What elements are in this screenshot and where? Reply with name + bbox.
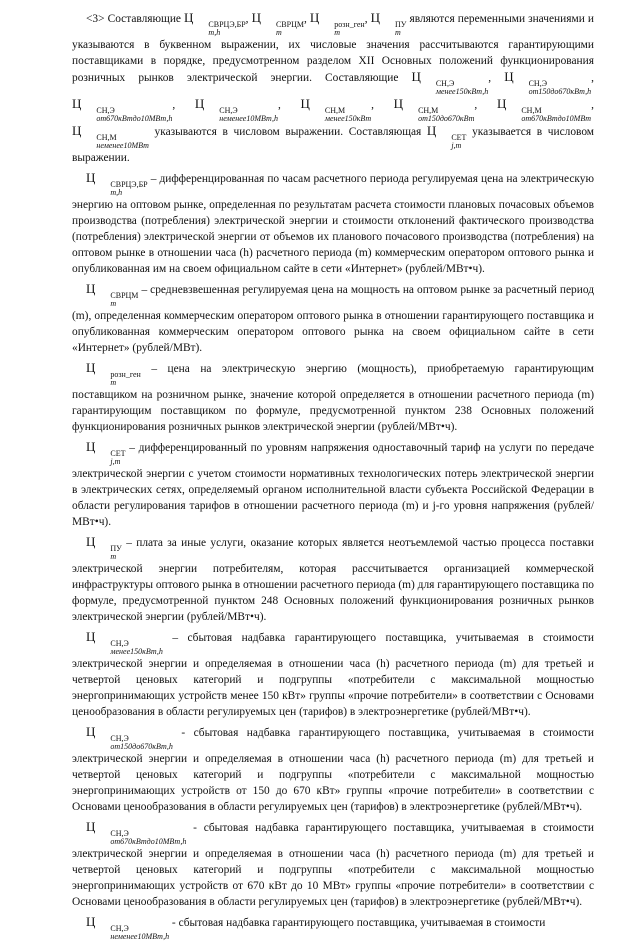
symbol-indices	[320, 21, 364, 37]
definition-text: – средневзвешенная регулируемая цена на мощность на оптовом рынке за расчетный период (m), определенная коммерческим оператором оптового рынка в отношении гарантирующего поставщика и опубликованная коммерческим оператором оптового рынка на своем официальном сайте в сети «Интернет» (рублей/МВт).	[72, 284, 594, 354]
formula-symbol	[72, 96, 173, 123]
symbol-superscript: СВРЦЭ,БР	[110, 180, 148, 189]
symbol-subscript: m,h	[208, 28, 221, 37]
symbol-indices	[437, 134, 466, 150]
symbol-base: Ц	[72, 123, 82, 138]
definition-symbol	[86, 170, 148, 197]
symbol-base: Ц	[86, 439, 96, 454]
symbol-superscript: ПУ	[395, 20, 407, 29]
definition-text: – плата за иные услуги, оказание которых является неотъемлемой частью процесса поставки электрической энергии потребителям, которая рассчитывается организацией коммерческой инфраструктуры оптового рынка в отношении расчетного периода (m) для гарантирующего поставщика по формуле, предусмотренной пунктом 248 Основных положений функционирования розничных рынков электрической энергии (рублей/МВт•ч).	[72, 537, 594, 623]
symbol-subscript: m	[110, 299, 117, 308]
definition-paragraph	[72, 534, 594, 625]
symbol-superscript: СН,М	[418, 106, 439, 115]
symbol-indices	[507, 107, 591, 123]
symbol-indices	[96, 181, 147, 197]
symbol-base: Ц	[86, 724, 96, 739]
formula-symbol	[251, 10, 304, 37]
symbol-indices	[96, 735, 173, 751]
symbol-superscript: СН,Э	[110, 639, 129, 648]
symbol-superscript: СВРЦЭ,БР	[208, 20, 246, 29]
symbol-indices	[96, 371, 140, 387]
symbol-superscript: розн_ген	[110, 370, 141, 379]
definition-symbol	[86, 439, 126, 466]
symbol-base: Ц	[426, 123, 437, 138]
definition-text: - сбытовая надбавка гарантирующего поставщика, учитываемая в стоимости электрической энергии и определяемая в отношении часа (h) расчетного периода (m) для третьей и четвертой ценовых категорий и подгруппы «потребители с максимальной мощностью энергопринимающих устройств от 670 кВт до 10 МВт» группы «прочие потребители» в соответствии с Основами ценообразования в области регулируемых цен (тарифов) в электроэнергетике (рублей/МВт•ч).	[72, 822, 594, 908]
symbol-indices	[96, 925, 169, 941]
symbol-separator: ,	[474, 99, 478, 111]
symbol-base: Ц	[86, 534, 96, 549]
definition-paragraph	[72, 819, 594, 910]
symbol-superscript: СН,Э	[96, 106, 115, 115]
formula-symbol	[72, 123, 149, 150]
symbol-base: Ц	[72, 96, 82, 111]
symbol-subscript: менее150кВт,h	[435, 87, 489, 96]
symbol-indices	[515, 80, 592, 96]
formula-symbol	[411, 69, 489, 96]
symbol-superscript: СН,Э	[110, 734, 129, 743]
definition-paragraph	[72, 281, 594, 356]
formula-symbol	[184, 10, 246, 37]
definition-symbol	[86, 724, 173, 751]
definition-text: – сбытовая надбавка гарантирующего поставщика, учитываемая в стоимости электрической энергии и определяемая в отношении часа (h) расчетного периода (m) для третьей и четвертой ценовых категорий и подгруппы «потребители с максимальной мощностью энергопринимающих устройств менее 150 кВт» группы «прочие потребители» в соответствии с Основами ценообразования в области регулируемых цен (тарифов) в электроэнергетике (рублей/МВт•ч).	[72, 632, 594, 718]
symbol-separator: ,	[277, 99, 281, 111]
symbol-superscript: СН,Э	[435, 79, 455, 88]
symbol-subscript: неменее10МВт	[96, 141, 149, 150]
symbol-separator: ,	[488, 72, 492, 84]
symbol-superscript: СЕТ	[110, 449, 126, 458]
symbol-subscript: m	[110, 378, 117, 387]
definition-symbol	[86, 914, 170, 941]
definition-paragraph	[72, 439, 594, 530]
definition-symbol	[86, 534, 122, 561]
note-text-1: являются переменными значениями и указываются в буквенном выражении, их числовые значения рассчитываются гарантирующими поставщиками в порядке, предусмотренном разделом XII Основных положений функционирования розничных рынков электрической энергии. Составляющие	[72, 13, 594, 84]
symbol-separator: ,	[364, 13, 368, 25]
variable-symbols-list	[184, 10, 409, 37]
symbol-superscript: СЕТ	[451, 133, 467, 142]
symbol-subscript: j,m	[110, 457, 121, 466]
symbol-subscript: неменее10МВт,h	[219, 114, 278, 123]
symbol-indices	[82, 107, 172, 123]
symbol-base: Ц	[86, 281, 96, 296]
symbol-superscript: СН,М	[324, 106, 346, 115]
symbol-subscript: m	[110, 552, 117, 561]
symbol-base: Ц	[184, 10, 194, 25]
symbol-superscript: СВРЦМ	[275, 20, 304, 29]
note-text-3: указывается в числовом выражении.	[72, 126, 595, 164]
symbol-separator: ,	[591, 72, 594, 84]
definition-symbol	[86, 629, 163, 656]
symbol-indices	[381, 21, 406, 37]
symbol-base: Ц	[370, 10, 381, 25]
symbol-subscript: от670кВтдо10МВт,h	[96, 114, 173, 123]
symbol-base: Ц	[411, 69, 421, 84]
symbol-indices	[311, 107, 371, 123]
symbol-base: Ц	[496, 96, 507, 111]
note-paragraph	[72, 10, 594, 166]
symbol-indices	[205, 107, 278, 123]
symbol-separator: ,	[591, 99, 594, 111]
symbol-subscript: от670кВтдо10МВт	[521, 114, 592, 123]
definition-text: – дифференцированный по уровням напряжения одноставочный тариф на услуги по передаче электрической энергии с учетом стоимости нормативных технологических потерь электрической энергии в электрических сетях, определяемый органом исполнительной власти субъекта Российской Федерации в области регулирования тарифов в отношении расчетного периода (m) и j-го уровня напряжения (рублей/МВт•ч).	[72, 442, 594, 528]
symbol-tariff	[426, 123, 467, 150]
symbol-subscript: m	[334, 28, 341, 37]
symbol-superscript: розн_ген	[334, 20, 365, 29]
symbol-superscript: СН,Э	[528, 79, 547, 88]
symbol-base: Ц	[393, 96, 404, 111]
definition-paragraph	[72, 629, 594, 720]
definition-paragraph	[72, 914, 594, 941]
symbol-subscript: неменее10МВт,h	[110, 932, 170, 941]
formula-symbol	[504, 69, 592, 96]
symbol-indices	[194, 21, 245, 37]
symbol-subscript: j,m	[451, 141, 462, 150]
symbol-subscript: от150до670кВт	[418, 114, 475, 123]
symbol-superscript: СН,Э	[110, 924, 129, 933]
note-marker: <3>	[86, 13, 105, 25]
symbol-subscript: от150до670кВт,h	[110, 742, 173, 751]
definition-paragraph	[72, 724, 594, 815]
formula-symbol	[194, 96, 278, 123]
symbol-indices	[82, 134, 148, 150]
symbol-superscript: СН,М	[521, 106, 542, 115]
symbol-separator: ,	[371, 99, 374, 111]
symbol-indices	[96, 640, 162, 656]
definition-symbol	[86, 819, 187, 846]
symbol-indices	[422, 80, 488, 96]
document-page	[72, 10, 594, 945]
symbol-base: Ц	[300, 96, 310, 111]
note-lead: Составляющие	[107, 13, 181, 25]
symbol-superscript: СВРЦМ	[110, 291, 139, 300]
symbol-indices	[96, 292, 138, 308]
symbol-base: Ц	[86, 170, 96, 185]
formula-symbol	[496, 96, 592, 123]
formula-symbol	[370, 10, 407, 37]
symbol-separator: ,	[245, 13, 249, 25]
definition-symbol	[86, 281, 139, 308]
symbol-base: Ц	[86, 819, 96, 834]
symbol-subscript: менее150кВт,h	[110, 647, 163, 656]
symbol-base: Ц	[86, 629, 96, 644]
definition-paragraph	[72, 360, 594, 435]
symbol-separator: ,	[172, 99, 176, 111]
symbol-subscript: m,h	[110, 188, 123, 197]
definition-text: – дифференцированная по часам расчетного периода регулируемая цена на электрическую энергию на оптовом рынке, определенная по результатам расчета стоимости плановых почасовых объемов производства (потребления) электрической энергии и стоимости отклонений фактического производства (потребления) электрической энергии от объемов их планового почасового производства (потребления) на оптовом рынке в отношении часа (h) расчетного периода (m) коммерческим оператором оптового рынка и опубликованная им на своем официальном сайте в сети «Интернет» (рублей/МВт•ч).	[72, 173, 594, 275]
definition-text: – цена на электрическую энергию (мощность), приобретаемую гарантирующим поставщиком на розничном рынке, значение которой определяется в отношении расчетного периода (m) гарантирующим поставщиком по формуле, предусмотренной пунктом 238 Основных положений функционирования розничных рынков электрической энергии (рублей/МВт•ч).	[72, 363, 594, 433]
symbol-superscript: СН,М	[96, 133, 117, 142]
symbol-base: Ц	[309, 10, 320, 25]
symbol-base: Ц	[86, 914, 96, 929]
symbol-separator: ,	[303, 13, 307, 25]
symbol-base: Ц	[251, 10, 261, 25]
symbol-base: Ц	[86, 360, 96, 375]
symbol-indices	[262, 21, 304, 37]
definition-symbol	[86, 360, 141, 387]
symbol-subscript: от150до670кВт,h	[528, 87, 592, 96]
symbol-superscript: ПУ	[110, 544, 122, 553]
symbol-superscript: СН,Э	[219, 106, 238, 115]
symbol-superscript: СН,Э	[110, 829, 129, 838]
formula-symbol	[300, 96, 372, 123]
symbol-subscript: от670кВтдо10МВт,h	[110, 837, 187, 846]
symbol-subscript: менее150кВт	[324, 114, 372, 123]
symbol-base: Ц	[194, 96, 205, 111]
symbol-subscript: m	[395, 28, 401, 37]
definition-text: - сбытовая надбавка гарантирующего поставщика, учитываемая в стоимости электрической энергии и определяемая в отношении часа (h) расчетного периода (m) для третьей и четвертой ценовых категорий и подгруппы «потребители с максимальной мощностью энергопринимающих устройств от 150 до 670 кВт» группы «прочие потребители» в соответствии с Основами ценообразования в области регулируемых цен (тарифов) в электроэнергетике (рублей/МВт•ч).	[72, 727, 594, 813]
formula-symbol	[393, 96, 478, 123]
definitions-list	[72, 170, 594, 941]
note-text-2: указываются в числовом выражении. Составляющая	[154, 126, 422, 138]
definition-paragraph	[72, 170, 594, 277]
symbol-subscript: m	[275, 28, 282, 37]
symbol-indices	[96, 450, 125, 466]
symbol-indices	[96, 830, 186, 846]
symbol-indices	[404, 107, 474, 123]
symbol-base: Ц	[504, 69, 514, 84]
definition-text: - сбытовая надбавка гарантирующего поставщика, учитываемая в стоимости	[171, 917, 546, 929]
symbol-indices	[96, 545, 121, 561]
formula-symbol	[309, 10, 365, 37]
